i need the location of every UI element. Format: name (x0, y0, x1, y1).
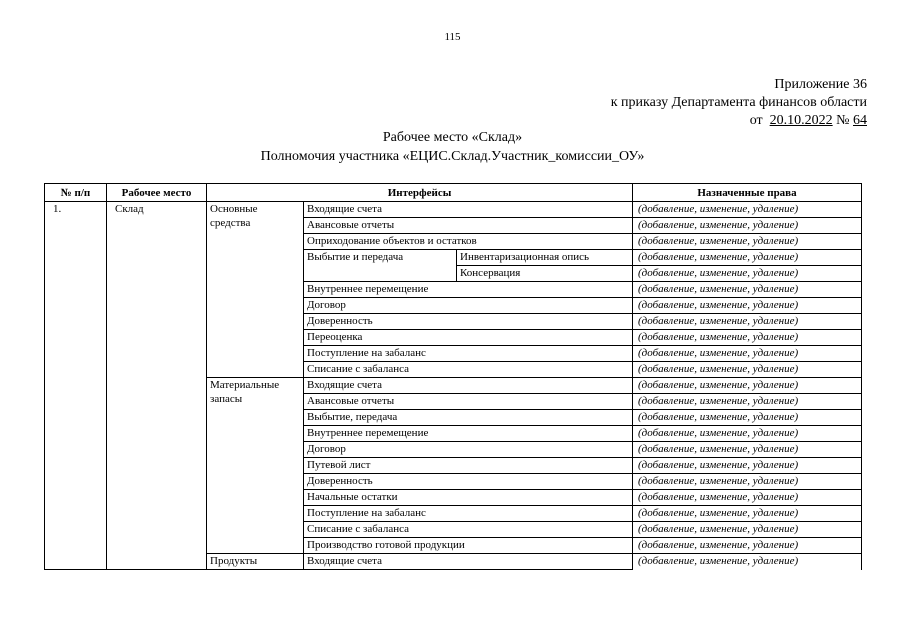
assigned-rights: (добавление, изменение, удаление) (633, 346, 862, 362)
appendix-number: 64 (853, 113, 867, 128)
interface-name: Договор (304, 442, 633, 458)
header-workplace: Рабочее место (107, 184, 207, 202)
assigned-rights: (добавление, изменение, удаление) (633, 330, 862, 346)
row-number: 1. (45, 202, 107, 570)
category-products: Продукты (207, 554, 304, 570)
assigned-rights: (добавление, изменение, удаление) (633, 234, 862, 250)
assigned-rights: (добавление, изменение, удаление) (633, 202, 862, 218)
table-header-row (45, 184, 862, 202)
assigned-rights: (добавление, изменение, удаление) (633, 474, 862, 490)
assigned-rights: (добавление, изменение, удаление) (633, 522, 862, 538)
assigned-rights: (добавление, изменение, удаление) (633, 282, 862, 298)
assigned-rights: (добавление, изменение, удаление) (633, 314, 862, 330)
interface-name: Выбытие, передача (304, 410, 633, 426)
appendix-header (611, 76, 867, 130)
appendix-line2: к приказу Департамента финансов области (610, 95, 867, 110)
interface-name: Списание с забаланса (304, 362, 633, 378)
page-number: 115 (444, 31, 461, 43)
assigned-rights: (добавление, изменение, удаление) (633, 490, 862, 506)
appendix-date: 20.10.2022 (769, 113, 833, 128)
workplace-name: Склад (107, 202, 207, 570)
interface-name: Входящие счета (304, 378, 633, 394)
interface-name: Производство готовой продукции (304, 538, 633, 554)
header-rights: Назначенные права (633, 184, 862, 202)
interface-name: Списание с забаланса (304, 522, 633, 538)
appendix-number-sign: № (836, 113, 850, 128)
interface-name: Выбытие и передача (304, 250, 457, 282)
assigned-rights: (добавление, изменение, удаление) (633, 538, 862, 554)
interface-name: Оприходование объектов и остатков (304, 234, 633, 250)
assigned-rights: (добавление, изменение, удаление) (633, 218, 862, 234)
assigned-rights: (добавление, изменение, удаление) (633, 410, 862, 426)
interface-name: Доверенность (304, 314, 633, 330)
interface-name: Входящие счета (304, 202, 633, 218)
category-material-stocks: Материальные запасы (207, 378, 304, 554)
interface-name: Начальные остатки (304, 490, 633, 506)
interface-name: Внутреннее перемещение (304, 426, 633, 442)
document-title: Рабочее место «Склад» (382, 130, 523, 145)
interface-name: Переоценка (304, 330, 633, 346)
interface-name: Авансовые отчеты (304, 218, 633, 234)
header-num: № п/п (45, 184, 107, 202)
assigned-rights: (добавление, изменение, удаление) (633, 250, 862, 266)
assigned-rights: (добавление, изменение, удаление) (633, 378, 862, 394)
category-fixed-assets: Основные средства (207, 202, 304, 378)
assigned-rights: (добавление, изменение, удаление) (633, 554, 862, 570)
assigned-rights: (добавление, изменение, удаление) (633, 298, 862, 314)
assigned-rights: (добавление, изменение, удаление) (633, 266, 862, 282)
assigned-rights: (добавление, изменение, удаление) (633, 362, 862, 378)
permissions-table (44, 183, 862, 570)
document-subtitle: Полномочия участника «ЕЦИС.Склад.Участник_комиссии_ОУ» (260, 149, 645, 164)
appendix-line3 (611, 112, 867, 130)
header-interfaces: Интерфейсы (207, 184, 633, 202)
assigned-rights: (добавление, изменение, удаление) (633, 442, 862, 458)
interface-name: Поступление на забаланс (304, 506, 633, 522)
interface-name: Договор (304, 298, 633, 314)
sub-interface-name: Консервация (457, 266, 633, 282)
interface-name: Авансовые отчеты (304, 394, 633, 410)
interface-name: Доверенность (304, 474, 633, 490)
interface-name: Поступление на забаланс (304, 346, 633, 362)
assigned-rights: (добавление, изменение, удаление) (633, 426, 862, 442)
sub-interface-name: Инвентаризационная опись (457, 250, 633, 266)
assigned-rights: (добавление, изменение, удаление) (633, 458, 862, 474)
appendix-line1: Приложение 36 (774, 77, 867, 92)
interface-name: Внутреннее перемещение (304, 282, 633, 298)
appendix-from-label: от (749, 113, 763, 128)
table-row (45, 202, 862, 218)
interface-name: Путевой лист (304, 458, 633, 474)
assigned-rights: (добавление, изменение, удаление) (633, 394, 862, 410)
interface-name: Входящие счета (304, 554, 633, 570)
assigned-rights: (добавление, изменение, удаление) (633, 506, 862, 522)
